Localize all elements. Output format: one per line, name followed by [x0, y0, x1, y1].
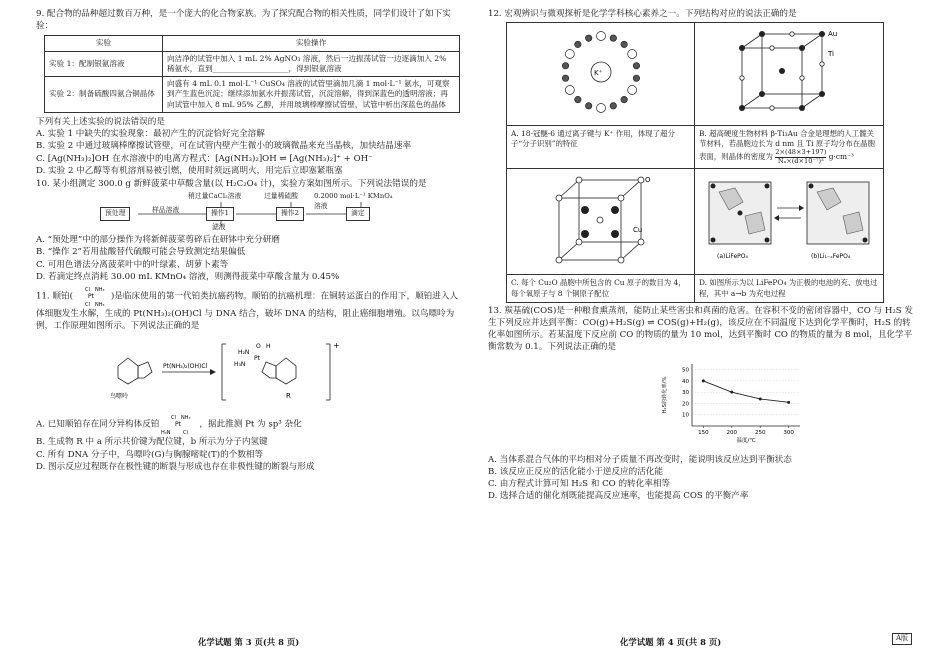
flow-label-top1: 稍过量CaCl₂溶液 [188, 192, 242, 201]
version-badge: A版 [892, 633, 912, 645]
svg-text:Pt: Pt [175, 421, 182, 429]
table-cell: 向洁净的试管中加入 1 mL 2% AgNO₃ 溶液，然后一边振荡试管一边逐滴加入 2% 稀氨水，直到____________________，得到银氨溶液 [163, 51, 460, 77]
svg-text:O: O [256, 343, 261, 351]
flow-label-top2: 过量稀硫酸 [264, 192, 298, 201]
y-tick-label: 10 [682, 412, 689, 419]
q12-fig-lifepo4 [695, 168, 884, 274]
q11-stem-part-b: )是临床使用的第一代铂类抗癌药物。顺铂的抗癌机理：在铜转运蛋白的作用下，顺铂进入人体细胞发生水解，生成的 Pt(NH₃)₂(OH)Cl 与 DNA 结合，破坏 DNA 的结构，阻止癌细胞增殖。以鸟嘌呤为例，工作原理如图所示。下列说法正确的是 [36, 291, 459, 332]
q13-option-b: B. 该反应正反应的活化能小于逆反应的活化能 [488, 466, 664, 477]
q12-fig-crown [507, 23, 695, 125]
q12-fig-cu2o [507, 168, 695, 274]
flow-box-op2: 操作2 [276, 207, 304, 221]
q11-option-c: C. 所有 DNA 分子中，鸟嘌呤(G)与胸腺嘧啶(T)的个数相等 [36, 449, 264, 460]
carbon-atom [562, 75, 568, 81]
carbon-atom [610, 35, 616, 41]
y-tick-label: 30 [682, 389, 689, 396]
table-row [45, 51, 460, 77]
y-axis-label: H₂S的转化率/% [662, 376, 668, 414]
q12-option-d: D. 如图所示为以 LiFePO₄ 为正极的电池的充、放电过程，其中 a→b 为充电过程 [695, 275, 884, 303]
data-point [787, 400, 790, 403]
oxygen-atom [565, 50, 574, 59]
q11-option-a-part2: ，据此推测 Pt 为 sp³ 杂化 [199, 419, 302, 430]
q13-chart [658, 358, 808, 450]
carbon-atom [585, 35, 591, 41]
au-label: Au [828, 30, 838, 39]
svg-text:NH₃: NH₃ [181, 415, 191, 422]
table-cell: 向盛有 4 mL 0.1 mol·L⁻¹ CuSO₄ 溶液的试管里滴加几滴 1 mol·L⁻¹ 氨水，可观察到产生蓝色沉淀；继续添加氨水并振荡试管，沉淀溶解，得到深蓝色的透明溶液；再向试管中加入 8 mL 95% 乙醇，并用玻璃棒摩擦试管壁，试管中析出深蓝色的晶体 [163, 77, 460, 113]
fig-a-label: (a)LiFePO₄ [717, 252, 748, 260]
cu2o-cell-icon [541, 172, 661, 268]
flow-label-sample: 样品溶液 [152, 206, 180, 215]
footer-page-3: 化学试题 第 3 页(共 8 页) [198, 637, 300, 647]
footer-page-4: 化学试题 第 4 页(共 8 页) [620, 637, 722, 647]
o-label: O [644, 175, 651, 184]
ti3au-cell-icon [714, 26, 864, 118]
y-tick-label: 40 [682, 378, 689, 385]
flow-label-top3: 0.2000 mol·L⁻¹ KMnO₄溶液 [314, 192, 393, 210]
q9-stem: 9. 配合物的品种超过数百万种，是一个庞大的化合物家族。为了探究配合物的相关性质，同学们设计了如下实验： [36, 9, 451, 32]
svg-text:NH₃: NH₃ [94, 286, 105, 293]
q11-stem-part-a: 11. 顺铂( [36, 291, 73, 302]
q12-fig-tiau [695, 23, 884, 125]
transplatin-structure-icon [159, 412, 199, 436]
q11-scheme [98, 336, 398, 408]
svg-text:Cl: Cl [171, 415, 177, 422]
q9-option-d: D. 实验 2 中乙醇等有机溶剂易被引燃，使用时须远离明火，用完后立即塞紧瓶塞 [36, 165, 343, 176]
svg-text:Cl: Cl [183, 430, 189, 437]
q10-option-a: A. “预处理”中的部分操作为将新鲜菠菜剪碎后在研钵中充分研磨 [36, 235, 280, 246]
flow-box-op1: 操作1 [206, 207, 234, 221]
q13-option-a: A. 当体系混合气体的平均相对分子质量不再改变时，能说明该反应达到平衡状态 [488, 454, 792, 465]
q10-stem: 10. 某小组测定 300.0 g 新鲜菠菜中草酸含量(以 H₂C₂O₄ 计)，实验方案如图所示。下列说法错误的是 [36, 178, 427, 189]
carbon-atom [574, 97, 580, 103]
fraction-numerator: 2×(48×3+197) [775, 148, 827, 157]
q12-option-a: A. 18-冠醚-6 通过离子键与 K⁺ 作用，体现了超分子“分子识别”的特征 [507, 125, 695, 168]
svg-text:NH₃: NH₃ [94, 301, 105, 308]
carbon-atom [610, 103, 616, 109]
carbon-atom [633, 63, 639, 69]
q11-option-a-part1: A. 已知顺铂存在同分异构体反铂 [36, 419, 160, 430]
fraction-denominator: Nₐ×(d×10⁻⁷)³ [777, 156, 824, 165]
k-ion-label: K⁺ [593, 69, 602, 78]
reagent-label: Pt(NH₃)₂(OH)Cl [163, 363, 208, 371]
data-point [730, 390, 733, 393]
oxygen-atom [627, 86, 636, 95]
density-unit: g·cm⁻³ [828, 152, 854, 162]
x-tick-label: 250 [754, 429, 766, 436]
oxygen-atom [565, 86, 574, 95]
q12-option-c: C. 每个 Cu₂O 晶胞中所包含的 Cu 原子的数目为 4，每个氧原子与 8 个铜原子配位 [507, 275, 695, 303]
x-tick-label: 150 [698, 429, 709, 436]
q9-option-a: A. 实验 1 中缺失的实验现象：最初产生的沉淀恰好完全溶解 [36, 129, 265, 140]
cu-label: Cu [632, 225, 642, 234]
table-header-op: 实验操作 [163, 36, 460, 51]
q12-option-b-text: B. 超高硬度生物材料 β-Ti₃Au 合金是理想的人工髋关节材料，若晶胞边长为 d nm 且 Ti 原子均分布在晶胞表面，则晶体的密度为 [699, 128, 875, 162]
q10-option-c: C. 可用色谱法分离菠菜叶中的叶绿素、胡萝卜素等 [36, 259, 229, 270]
y-tick-label: 20 [682, 401, 689, 408]
q11-option-a [36, 412, 460, 436]
carbon-atom [585, 103, 591, 109]
q12-option-b [695, 125, 884, 168]
cisplatin-structure-icon [73, 284, 111, 308]
guanine-label: 鸟嘌呤 [110, 393, 129, 401]
carbon-atom [620, 97, 626, 103]
svg-text:H₃N: H₃N [161, 430, 171, 437]
series-line [703, 381, 788, 402]
left-column [36, 8, 460, 473]
data-point [702, 379, 705, 382]
flow-box-titrate: 滴定 [346, 207, 370, 221]
q13-option-c: C. 由方程式计算可知 H₂S 和 CO 的转化率相等 [488, 479, 671, 490]
carbon-atom [562, 63, 568, 69]
table-row [45, 77, 460, 113]
table-cell: 实验 1：配制银氨溶液 [45, 51, 163, 77]
q9-question: 下列有关上述实验的说法错误的是 [36, 116, 165, 127]
q11-stem [36, 284, 460, 332]
q11-option-b: B. 生成物 R 中 a 所示共价键为配位键，b 所示为分子内氢键 [36, 437, 268, 448]
product-r-label: R [286, 392, 291, 401]
q10-flowchart [96, 192, 396, 232]
q9-option-b: B. 实验 2 中通过玻璃棒摩擦试管壁，可在试管内壁产生微小的玻璃微晶来充当晶核，加快结晶速率 [36, 141, 412, 152]
q12-grid [506, 22, 884, 303]
ti-label: Ti [828, 50, 835, 59]
x-tick-label: 300 [783, 429, 794, 436]
x-tick-label: 200 [726, 429, 738, 436]
q10-option-b: B. “操作 2”若用盐酸替代硫酸可能会导致测定结果偏低 [36, 247, 246, 258]
flow-box-pretreat: 预处理 [100, 207, 130, 221]
guanine-reaction-icon [98, 336, 398, 408]
flow-label-filtrate: 滤液 [212, 223, 226, 232]
svg-text:Pt: Pt [254, 355, 260, 363]
q12-stem: 12. 宏观辨识与微观探析是化学学科核心素养之一。下列结构对应的说法正确的是 [488, 9, 797, 19]
svg-text:Cl: Cl [84, 286, 90, 293]
carbon-atom [633, 75, 639, 81]
density-fraction [775, 149, 826, 165]
oxygen-atom [627, 50, 636, 59]
svg-text:H₃N: H₃N [234, 361, 246, 369]
crown-ether-icon [546, 26, 656, 118]
svg-text:H₂N: H₂N [238, 349, 250, 357]
q10-option-d: D. 若滴定终点消耗 30.00 mL KMnO₄ 溶液，则测得菠菜中草酸含量为 0.45% [36, 271, 340, 282]
table-header-exp: 实验 [45, 36, 163, 51]
y-tick-label: 50 [682, 367, 689, 374]
data-point [759, 397, 762, 400]
fig-b-label: (b)Li₁₋ₓFePO₄ [811, 252, 851, 260]
q9-option-c: C. [Ag(NH₃)₂]OH 在水溶液中的电离方程式：[Ag(NH₃)₂]OH ⇌ [Ag(NH₃)₂]⁺ + OH⁻ [36, 153, 373, 164]
q13-option-d: D. 选择合适的催化剂既能提高反应速率，也能提高 COS 的平衡产率 [488, 491, 749, 502]
right-column [488, 8, 918, 502]
oxygen-atom [596, 104, 605, 113]
svg-text:H: H [266, 343, 271, 351]
q13-stem: 13. 羰基硫(COS)是一种粮食熏蒸剂，能防止某些害虫和真菌的危害。在容积不变的密闭容器中，CO 与 H₂S 发生下列反应并达到平衡：CO(g)+H₂S(g) ⇌ COS(g)+H₂(g)，该反应在不同温度下达到化学平衡时，H₂S 的转化率如图所示。若某温度下反应前 CO 的物质的量为 10 mol，达到平衡时 CO 的物质的量为 8 mol，且化学平衡常数为 0.1。下列说法正确的是 [488, 305, 914, 353]
carbon-atom [620, 41, 626, 47]
lifepo4-structure-icon [699, 172, 879, 268]
x-axis-label: 温度/℃ [736, 437, 756, 444]
q9-table [44, 35, 460, 113]
q11-option-d: D. 图示反应过程既存在极性键的断裂与形成也存在非极性键的断裂与形成 [36, 461, 315, 472]
svg-text:Pt: Pt [87, 292, 94, 300]
conversion-chart [658, 358, 808, 450]
svg-text:Cl: Cl [84, 301, 90, 308]
oxygen-atom [596, 32, 605, 41]
table-cell: 实验 2：制备硫酸四氨合铜晶体 [45, 77, 163, 113]
carbon-atom [574, 41, 580, 47]
charge-plus: + [333, 341, 340, 351]
